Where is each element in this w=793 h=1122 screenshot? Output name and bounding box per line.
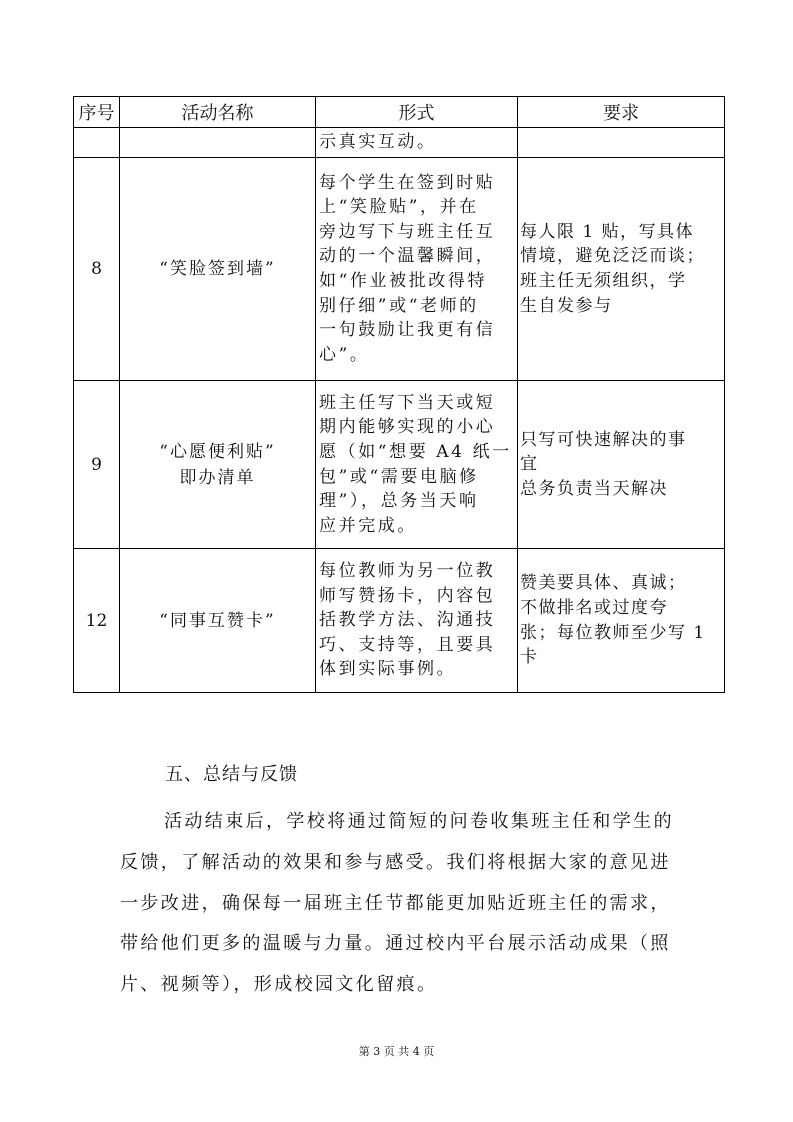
- header-number: 序号: [74, 97, 120, 128]
- cell-form: 示真实互动。: [316, 128, 518, 158]
- cell-number: 12: [74, 549, 120, 693]
- cell-requirement: 每人限 1 贴，写具体 情境，避免泛泛而谈； 班主任无须组织，学 生自发参与: [518, 158, 725, 381]
- cell-activity-name: “心愿便利贴” 即办清单: [120, 381, 316, 549]
- cell-number: 9: [74, 381, 120, 549]
- header-requirement: 要求: [518, 97, 725, 128]
- cell-activity-name: [120, 128, 316, 158]
- cell-form: 每个学生在签到时贴 上“笑脸贴”，并在 旁边写下与班主任互 动的一个温馨瞬间， 如“作业被批改得特 别仔细”或“老师的 一句鼓励让我更有信 心”。: [316, 158, 518, 381]
- table-row: [74, 549, 725, 693]
- cell-form: 每位教师为另一位教 师写赞扬卡，内容包 括教学方法、沟通技 巧、支持等，且要具 体到实际事例。: [316, 549, 518, 693]
- cell-requirement: [518, 128, 725, 158]
- activity-table: [73, 96, 725, 693]
- cell-number: 8: [74, 158, 120, 381]
- cell-requirement: 赞美要具体、真诚； 不做排名或过度夸 张；每位教师至少写 1 卡: [518, 549, 725, 693]
- section-paragraph: [120, 802, 680, 1006]
- table-row: [74, 381, 725, 549]
- table-header-row: [74, 97, 725, 128]
- paragraph-text: 活动结束后，学校将通过简短的问卷收集班主任和学生的反馈，了解活动的效果和参与感受。我们将根据大家的意见进一步改进，确保每一届班主任节都能更加贴近班主任的需求，带给他们更多的温暖与力量。通过校内平台展示活动成果（照片、视频等），形成校园文化留痕。: [120, 811, 674, 996]
- cell-activity-name: “笑脸签到墙”: [120, 158, 316, 381]
- cell-form: 班主任写下当天或短 期内能够实现的小心 愿（如“想要 A4 纸一 包”或“需要电脑修 理”），总务当天响 应并完成。: [316, 381, 518, 549]
- table-row: [74, 158, 725, 381]
- page-footer: 第 3 页 共 4 页: [358, 1045, 435, 1058]
- header-activity-name: 活动名称: [120, 97, 316, 128]
- cell-activity-name: “同事互赞卡”: [120, 549, 316, 693]
- cell-requirement: 只写可快速解决的事 宜 总务负责当天解决: [518, 381, 725, 549]
- cell-number: [74, 128, 120, 158]
- table-row: [74, 128, 725, 158]
- header-form: 形式: [316, 97, 518, 128]
- section-heading: 五、总结与反馈: [165, 764, 298, 785]
